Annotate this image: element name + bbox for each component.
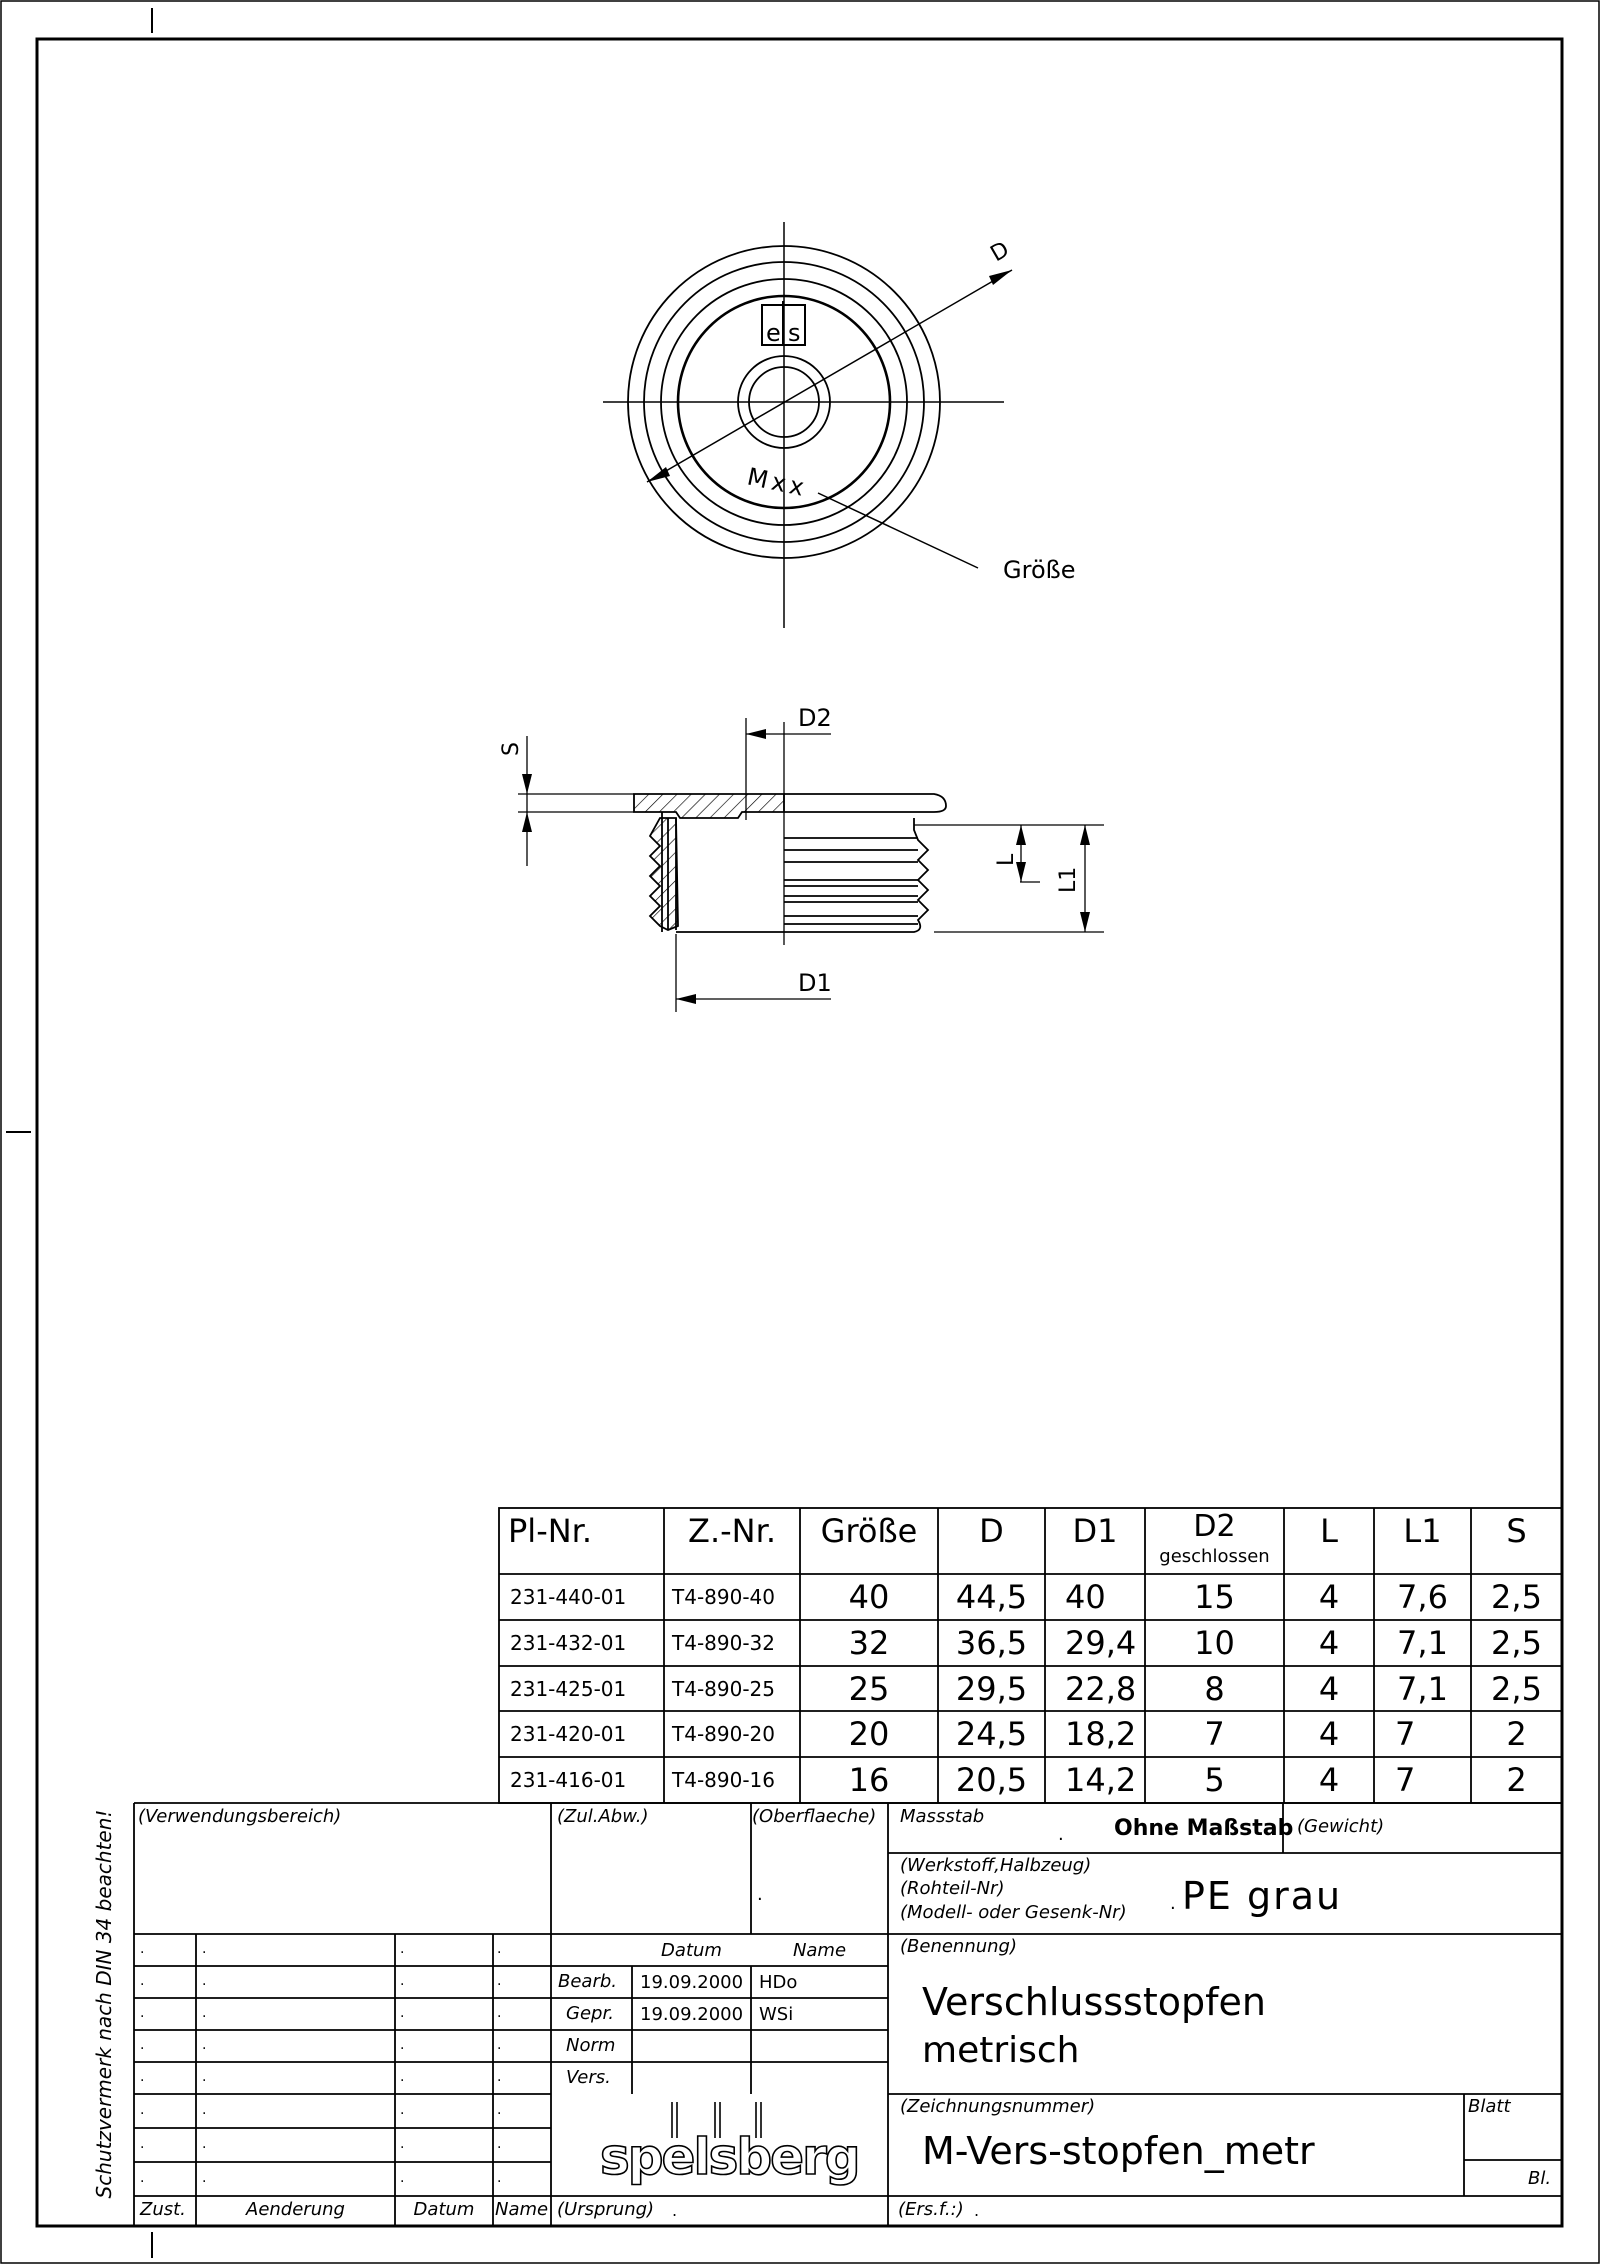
change-datum-label: Datum [413, 2199, 475, 2220]
dim-d1-label: D1 [798, 969, 832, 997]
aenderung-label: Aenderung [246, 2199, 345, 2220]
d1-cell: 29,4 [1065, 1624, 1137, 1662]
groesse-cell: 32 [848, 1624, 890, 1662]
norm-label: Norm [566, 2035, 616, 2056]
dim-d-label: D [986, 237, 1014, 268]
thread-section [650, 818, 678, 930]
ursprung-label: (Ursprung) [557, 2199, 655, 2220]
d2-cell: 7 [1204, 1715, 1225, 1753]
dim-d-line [647, 270, 1012, 482]
change-dot: . [140, 2037, 145, 2053]
z-nr-cell: T4-890-20 [672, 1722, 775, 1746]
header-d1: D1 [1072, 1512, 1118, 1550]
modell-label: (Modell- oder Gesenk-Nr) [900, 1902, 1127, 1923]
z-nr-cell: T4-890-16 [672, 1768, 775, 1792]
d2-cell: 15 [1194, 1578, 1235, 1616]
d2-cell: 10 [1194, 1624, 1235, 1662]
l1-cell: 7,1 [1397, 1624, 1448, 1662]
ersf-dot: . [974, 2201, 980, 2220]
zust-label: Zust. [140, 2199, 186, 2220]
l-cell: 4 [1318, 1578, 1340, 1616]
massstab-label: Massstab [900, 1806, 985, 1827]
pl-nr-cell: 231-420-01 [510, 1722, 627, 1746]
change-dot: . [400, 1941, 405, 1957]
change-dot: . [202, 2102, 207, 2118]
header-groesse: Größe [820, 1512, 918, 1550]
change-dot: . [140, 2005, 145, 2021]
l-cell: 4 [1318, 1715, 1340, 1753]
blatt-label: Blatt [1468, 2096, 1511, 2117]
header-l: L [1320, 1512, 1338, 1550]
s-cell: 2,5 [1491, 1670, 1542, 1708]
flange-section [634, 794, 784, 818]
change-dot: . [202, 1941, 207, 1957]
dim-l-label: L [994, 853, 1019, 866]
change-dot: . [497, 2037, 502, 2053]
dim-l1-label: L1 [1056, 866, 1081, 893]
bearb-date: 19.09.2000 [640, 1972, 744, 1993]
change-dot: . [202, 2037, 207, 2053]
change-dot: . [497, 2170, 502, 2186]
dim-d2-label: D2 [798, 704, 832, 732]
change-dot: . [400, 2170, 405, 2186]
oberflaeche-value: . [757, 1884, 763, 1905]
s-cell: 2 [1506, 1715, 1527, 1753]
vers-label: Vers. [566, 2067, 611, 2088]
change-dot: . [140, 1973, 145, 1989]
header-d: D [979, 1512, 1004, 1550]
header-d2: D2 [1193, 1509, 1236, 1544]
header-z-nr: Z.-Nr. [688, 1512, 776, 1550]
werkstoff-label: (Werkstoff,Halbzeug) [900, 1855, 1092, 1876]
change-dot: . [400, 2005, 405, 2021]
ursprung-dot: . [672, 2201, 678, 2220]
change-dot: . [202, 2170, 207, 2186]
change-dot: . [400, 1973, 405, 1989]
change-dot: . [140, 2170, 145, 2186]
dim-s-label: S [499, 742, 524, 756]
rohteil-label: (Rohteil-Nr) [900, 1878, 1005, 1899]
d2-cell: 8 [1204, 1670, 1225, 1708]
header-l1: L1 [1403, 1512, 1442, 1550]
zeichnungsnummer-label: (Zeichnungsnummer) [900, 2096, 1096, 2117]
groesse-cell: 16 [848, 1761, 890, 1799]
change-dot: . [497, 1941, 502, 1957]
s-cell: 2,5 [1491, 1624, 1542, 1662]
z-nr-cell: T4-890-40 [672, 1585, 775, 1609]
change-dot: . [202, 2069, 207, 2085]
d-cell: 20,5 [955, 1761, 1028, 1799]
drawing-number: M-Vers-stopfen_metr [922, 2129, 1315, 2173]
header-s: S [1506, 1512, 1527, 1550]
size-callout: Größe [1003, 556, 1076, 584]
bearb-label: Bearb. [558, 1971, 618, 1992]
pl-nr-cell: 231-425-01 [510, 1677, 627, 1701]
company-logo-bars [660, 2100, 780, 2140]
change-dot: . [140, 2102, 145, 2118]
ersf-label: (Ers.f.:) [898, 2199, 964, 2220]
oberflaeche-label: (Oberflaeche) [752, 1806, 877, 1827]
s-cell: 2,5 [1491, 1578, 1542, 1616]
massstab-dot: . [1058, 1824, 1064, 1845]
protection-notice: Schutzvermerk nach DIN 34 beachten! [92, 1809, 116, 2199]
gewicht-label: (Gewicht) [1297, 1816, 1385, 1837]
company-logo: spelsberg [600, 2128, 859, 2186]
zul-abw-label: (Zul.Abw.) [557, 1806, 649, 1827]
benennung-label: (Benennung) [900, 1936, 1018, 1957]
pl-nr-cell: 231-416-01 [510, 1768, 627, 1792]
groesse-cell: 25 [848, 1670, 890, 1708]
size-marking: Mxx [744, 462, 811, 503]
groesse-cell: 20 [848, 1715, 890, 1753]
d1-cell: 22,8 [1065, 1670, 1137, 1708]
change-dot: . [497, 2102, 502, 2118]
s-cell: 2 [1506, 1761, 1527, 1799]
change-dot: . [202, 2005, 207, 2021]
d1-cell: 40 [1065, 1578, 1106, 1616]
d-cell: 29,5 [955, 1670, 1028, 1708]
material-dot: . [1170, 1893, 1176, 1914]
logo-letter-e: e [766, 319, 781, 347]
name-header: Name [792, 1940, 847, 1961]
l1-cell: 7 [1395, 1761, 1416, 1799]
change-dot: . [202, 2136, 207, 2152]
header-pl-nr: Pl-Nr. [508, 1512, 593, 1550]
change-dot: . [140, 1941, 145, 1957]
d-cell: 24,5 [955, 1715, 1028, 1753]
change-dot: . [497, 2069, 502, 2085]
bearb-name: HDo [759, 1972, 798, 1993]
d-cell: 36,5 [955, 1624, 1028, 1662]
l-cell: 4 [1318, 1670, 1340, 1708]
d1-cell: 18,2 [1065, 1715, 1137, 1753]
bl-label: Bl. [1528, 2168, 1552, 2189]
d2-cell: 5 [1204, 1761, 1225, 1799]
change-name-label: Name [495, 2199, 549, 2220]
datum-header: Datum [661, 1940, 722, 1961]
z-nr-cell: T4-890-25 [672, 1677, 775, 1701]
logo-letter-s: s [788, 319, 801, 347]
z-nr-cell: T4-890-32 [672, 1631, 775, 1655]
change-dot: . [497, 2005, 502, 2021]
change-dot: . [140, 2069, 145, 2085]
change-dot: . [497, 1973, 502, 1989]
change-dot: . [400, 2069, 405, 2085]
l-cell: 4 [1318, 1761, 1340, 1799]
size-leader [818, 493, 978, 568]
header-d2-sub: geschlossen [1159, 1546, 1270, 1567]
change-dot: . [400, 2037, 405, 2053]
title-line-1: Verschlussstopfen [922, 1980, 1266, 2024]
change-dot: . [140, 2136, 145, 2152]
l-cell: 4 [1318, 1624, 1340, 1662]
change-dot: . [400, 2102, 405, 2118]
title-line-2: metrisch [922, 2030, 1080, 2071]
change-dot: . [202, 1973, 207, 1989]
change-dot: . [400, 2136, 405, 2152]
d1-cell: 14,2 [1065, 1761, 1137, 1799]
massstab-value: Ohne Maßstab [1114, 1816, 1294, 1841]
material-value: PE grau [1182, 1874, 1343, 1918]
pl-nr-cell: 231-432-01 [510, 1631, 627, 1655]
l1-cell: 7,1 [1397, 1670, 1448, 1708]
groesse-cell: 40 [848, 1578, 890, 1616]
l1-cell: 7,6 [1397, 1578, 1448, 1616]
verwendungsbereich-label: (Verwendungsbereich) [138, 1806, 342, 1827]
gepr-date: 19.09.2000 [640, 2004, 744, 2025]
pl-nr-cell: 231-440-01 [510, 1585, 627, 1609]
change-dot: . [497, 2136, 502, 2152]
gepr-label: Gepr. [566, 2003, 614, 2024]
d-cell: 44,5 [955, 1578, 1028, 1616]
gepr-name: WSi [759, 2004, 794, 2025]
l1-cell: 7 [1395, 1715, 1416, 1753]
